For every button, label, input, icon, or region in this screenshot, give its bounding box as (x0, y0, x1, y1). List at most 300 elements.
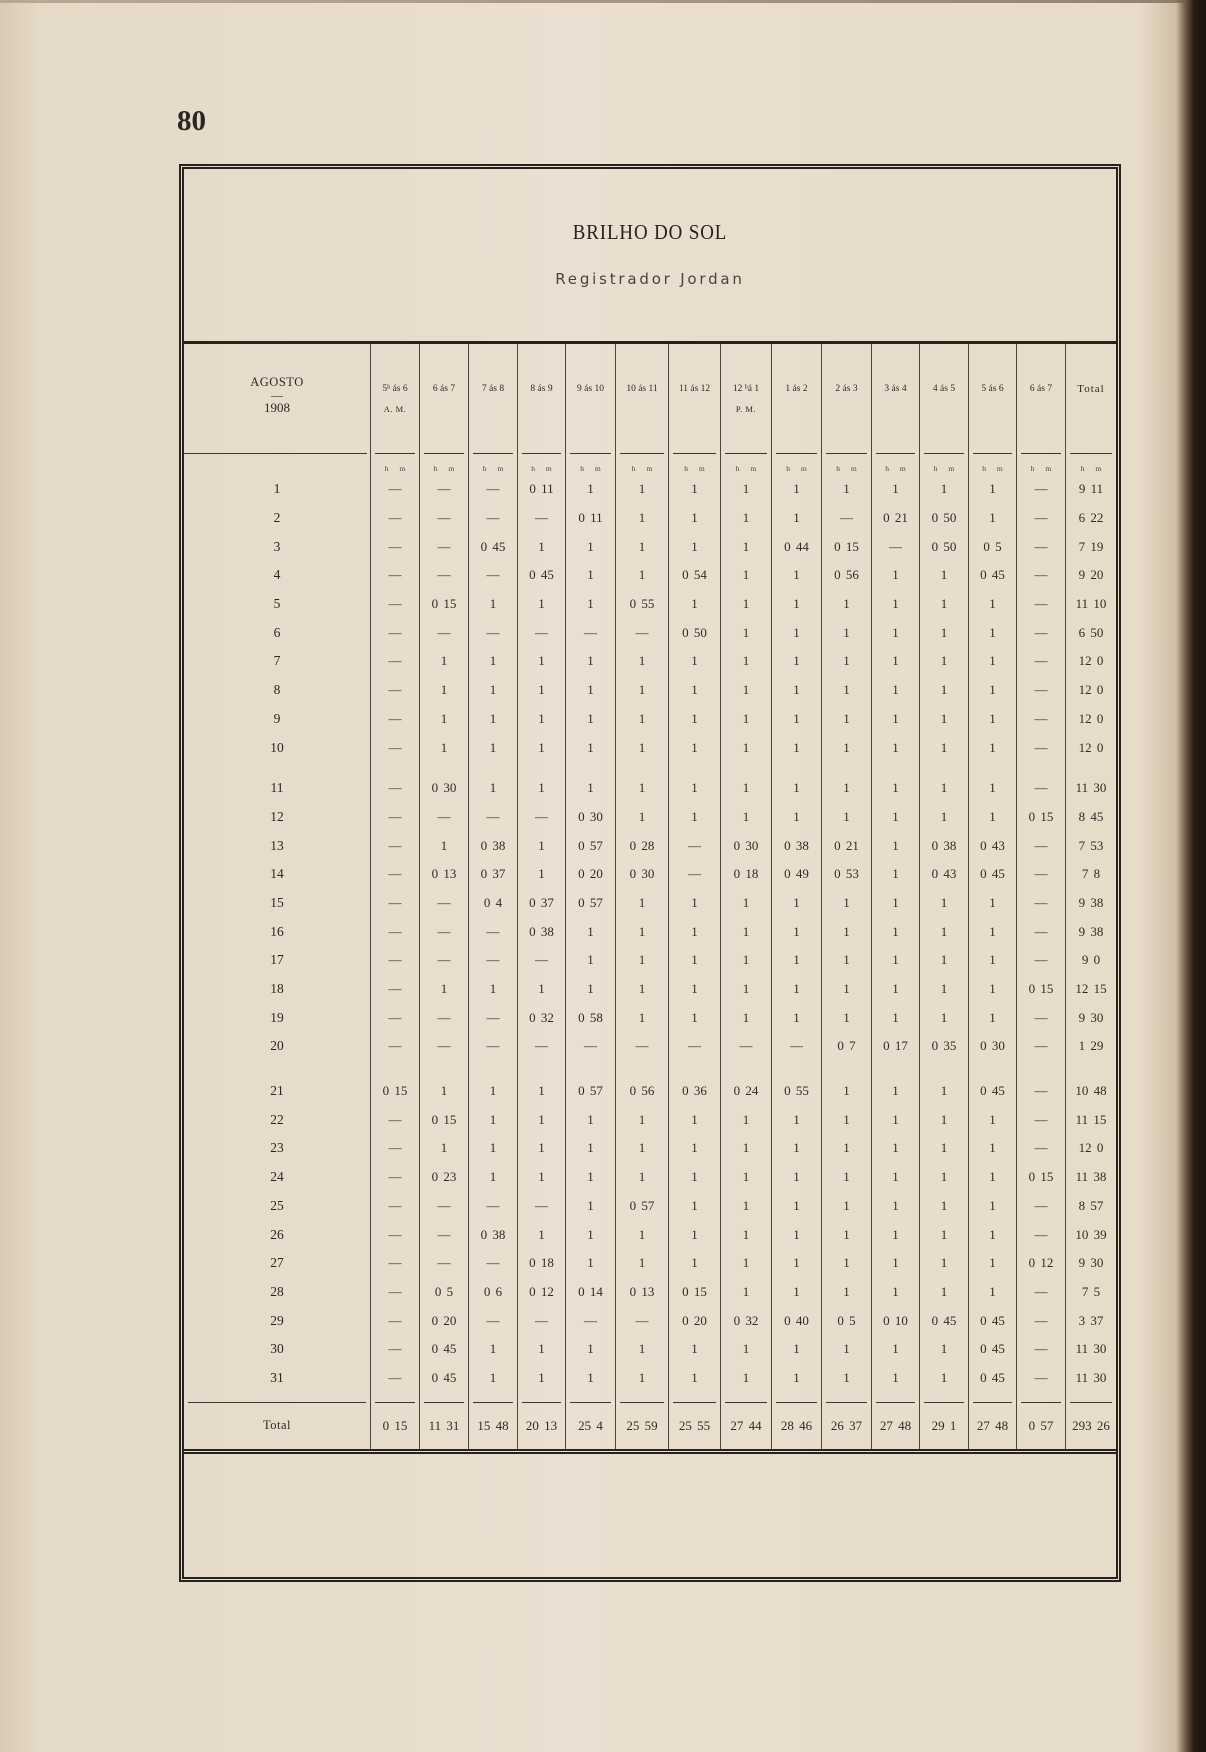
hourly-value-cell: 0 14 (565, 1278, 615, 1307)
hourly-value-cell: 1 (720, 975, 771, 1004)
hourly-value-cell: 1 (720, 1163, 771, 1192)
hourly-value-cell: 1 (668, 1105, 720, 1134)
hourly-value-cell: — (370, 1105, 419, 1134)
hourly-value-cell: 0 30 (565, 803, 615, 832)
page-top-edge (0, 0, 1186, 3)
column-total-cell: 28 46 (771, 1392, 821, 1449)
hourly-value-cell: 1 (720, 1364, 771, 1393)
hourly-value-cell: — (370, 1278, 419, 1307)
hourly-value-cell: 1 (668, 1134, 720, 1163)
hourly-value-cell: 1 (771, 733, 821, 762)
hourly-value-cell: 1 (871, 1220, 919, 1249)
table-header-row (184, 344, 1116, 454)
header-month: AGOSTO (250, 375, 304, 389)
hourly-value-cell: 1 (720, 1220, 771, 1249)
hourly-value-cell: 1 (771, 705, 821, 734)
hourly-value-cell: 1 (720, 733, 771, 762)
unit-label: h m (419, 454, 468, 475)
hourly-value-cell: 1 (919, 1192, 968, 1221)
hourly-value-cell: — (1016, 1306, 1065, 1335)
hourly-value-cell: 0 15 (419, 590, 468, 619)
hourly-value-cell: 1 (821, 946, 871, 975)
hourly-value-cell: 1 (720, 1134, 771, 1163)
hourly-value-cell: 1 (871, 1278, 919, 1307)
hourly-value-cell: — (370, 831, 419, 860)
day-cell: 24 (270, 1169, 284, 1185)
hourly-value-cell: 1 (668, 1249, 720, 1278)
hourly-value-cell: 0 32 (720, 1306, 771, 1335)
table-row (184, 1335, 1116, 1364)
hourly-value-cell: 1 (771, 618, 821, 647)
hourly-value-cell: 1 (468, 1335, 517, 1364)
table-row (184, 1249, 1116, 1278)
hourly-value-cell: 1 (720, 1278, 771, 1307)
hourly-value-cell: 1 (871, 705, 919, 734)
hourly-value-cell: 1 (968, 1163, 1016, 1192)
unit-label: h m (1065, 454, 1116, 475)
hourly-value-cell: 0 5 (419, 1278, 468, 1307)
hourly-value-cell: 1 (615, 532, 668, 561)
hourly-value-cell: 1 (871, 475, 919, 504)
hourly-value-cell: 1 (517, 975, 565, 1004)
column-header (517, 344, 565, 454)
row-total-cell: 8 57 (1065, 1192, 1116, 1221)
hourly-value-cell: 1 (821, 1061, 871, 1106)
hourly-value-cell: 1 (565, 1249, 615, 1278)
hourly-value-cell: 1 (919, 917, 968, 946)
hourly-value-cell: — (468, 1249, 517, 1278)
day-cell: 16 (270, 923, 284, 939)
hourly-value-cell: — (1016, 647, 1065, 676)
hourly-value-cell: 0 38 (919, 831, 968, 860)
hourly-value-cell: 0 15 (419, 1105, 468, 1134)
row-total-cell: 12 0 (1065, 676, 1116, 705)
hourly-value-cell: 1 (565, 946, 615, 975)
hourly-value-cell: 1 (821, 975, 871, 1004)
hourly-value-cell: — (565, 1306, 615, 1335)
hourly-value-cell: 1 (968, 803, 1016, 832)
day-cell: 25 (270, 1197, 284, 1213)
table-body (184, 475, 1116, 1392)
hourly-value-cell: 1 (419, 831, 468, 860)
table-row (184, 860, 1116, 889)
hourly-value-cell: 1 (919, 561, 968, 590)
hourly-value-cell: — (370, 504, 419, 533)
hourly-value-cell: — (1016, 946, 1065, 975)
hourly-value-cell: 1 (517, 705, 565, 734)
row-total-cell: 6 22 (1065, 504, 1116, 533)
table-row (184, 1061, 1116, 1106)
unit-label: h m (771, 454, 821, 475)
hourly-value-cell: 1 (919, 590, 968, 619)
hourly-value-cell: 0 4 (468, 889, 517, 918)
hourly-value-cell: 0 38 (771, 831, 821, 860)
hourly-value-cell: 1 (871, 1134, 919, 1163)
hourly-value-cell: 1 (871, 676, 919, 705)
hourly-value-cell: 1 (871, 1003, 919, 1032)
hourly-value-cell: 1 (919, 1249, 968, 1278)
column-total-cell: 11 31 (419, 1392, 468, 1449)
hourly-value-cell: — (615, 1032, 668, 1061)
column-total-cell: 27 44 (720, 1392, 771, 1449)
day-cell: 17 (270, 952, 284, 968)
hourly-value-cell: 0 30 (615, 860, 668, 889)
hourly-value-cell: 0 21 (871, 504, 919, 533)
day-cell: 31 (270, 1369, 284, 1385)
hourly-value-cell: 1 (565, 676, 615, 705)
blank-footer-area (184, 1454, 1116, 1577)
hourly-value-cell: 1 (871, 831, 919, 860)
hourly-value-cell: 1 (565, 917, 615, 946)
hourly-value-cell: — (517, 618, 565, 647)
hourly-value-cell: 1 (468, 1163, 517, 1192)
hourly-value-cell: — (517, 504, 565, 533)
hourly-value-cell: 0 12 (1016, 1249, 1065, 1278)
column-total-cell: 29 1 (919, 1392, 968, 1449)
hourly-value-cell: 1 (968, 504, 1016, 533)
hourly-value-cell: 1 (821, 1335, 871, 1364)
hourly-value-cell: 1 (517, 590, 565, 619)
hourly-value-cell: 1 (419, 733, 468, 762)
day-cell: 12 (270, 808, 284, 824)
hourly-value-cell: 0 56 (821, 561, 871, 590)
column-header (1016, 344, 1065, 454)
hourly-value-cell: 1 (871, 917, 919, 946)
hourly-value-cell: 1 (871, 1249, 919, 1278)
hourly-value-cell: 1 (668, 1335, 720, 1364)
hourly-value-cell: 1 (668, 532, 720, 561)
day-cell: 29 (270, 1312, 284, 1328)
hourly-value-cell: 1 (771, 889, 821, 918)
hourly-value-cell: — (871, 532, 919, 561)
column-total-cell: 26 37 (821, 1392, 871, 1449)
hourly-value-cell: 1 (517, 1163, 565, 1192)
row-total-cell: 3 37 (1065, 1306, 1116, 1335)
day-cell: 10 (270, 739, 284, 755)
hourly-value-cell: 1 (821, 1220, 871, 1249)
hourly-value-cell: 1 (565, 762, 615, 803)
hourly-value-cell: — (370, 1306, 419, 1335)
column-header (871, 344, 919, 454)
hourly-value-cell: 0 37 (468, 860, 517, 889)
column-total-cell: 20 13 (517, 1392, 565, 1449)
table-row (184, 946, 1116, 975)
table-row (184, 647, 1116, 676)
day-cell: 9 (273, 710, 281, 726)
hourly-value-cell: — (419, 917, 468, 946)
hourly-value-cell: — (370, 1335, 419, 1364)
hourly-value-cell: 0 45 (968, 860, 1016, 889)
hourly-value-cell: 0 5 (821, 1306, 871, 1335)
hourly-value-cell: 1 (771, 946, 821, 975)
hourly-value-cell: 1 (668, 975, 720, 1004)
hourly-value-cell: — (419, 504, 468, 533)
hourly-value-cell: — (1016, 733, 1065, 762)
column-header-period: A. M. (383, 404, 407, 414)
hourly-value-cell: 0 40 (771, 1306, 821, 1335)
hourly-value-cell: — (468, 917, 517, 946)
hourly-value-cell: — (615, 618, 668, 647)
hourly-value-cell: 1 (615, 733, 668, 762)
column-total-cell: 25 55 (668, 1392, 720, 1449)
hourly-value-cell: 1 (615, 1335, 668, 1364)
hourly-value-cell: 1 (468, 705, 517, 734)
hourly-value-cell: — (370, 946, 419, 975)
column-header-label: 5ʰ ás 6 (382, 384, 408, 394)
page-number: 80 (177, 105, 206, 137)
column-header-label: 11 ás 12 (678, 384, 711, 394)
table-row (184, 733, 1116, 762)
hourly-value-cell: — (1016, 705, 1065, 734)
row-total-cell: 12 0 (1065, 1134, 1116, 1163)
hourly-value-cell: 1 (871, 561, 919, 590)
hourly-value-cell: — (1016, 1134, 1065, 1163)
hourly-value-cell: 1 (821, 803, 871, 832)
hourly-value-cell: — (419, 803, 468, 832)
hourly-value-cell: 1 (517, 1134, 565, 1163)
hourly-value-cell: 1 (919, 1134, 968, 1163)
row-total-cell: 7 19 (1065, 532, 1116, 561)
hourly-value-cell: — (370, 618, 419, 647)
unit-label: h m (720, 454, 771, 475)
hourly-value-cell: 1 (771, 504, 821, 533)
hourly-value-cell: — (370, 1163, 419, 1192)
hourly-value-cell: 0 13 (419, 860, 468, 889)
hourly-value-cell: 1 (720, 590, 771, 619)
day-cell: 2 (273, 510, 281, 526)
day-cell: 8 (273, 682, 281, 698)
column-header (668, 344, 720, 454)
hourly-value-cell: 1 (720, 1335, 771, 1364)
hourly-value-cell: 1 (615, 1134, 668, 1163)
unit-label: h m (968, 454, 1016, 475)
hourly-value-cell: — (517, 1192, 565, 1221)
hourly-value-cell: 0 56 (615, 1061, 668, 1106)
table-row (184, 1163, 1116, 1192)
hourly-value-cell: — (419, 1032, 468, 1061)
day-cell: 15 (270, 894, 284, 910)
hourly-value-cell: 0 30 (419, 762, 468, 803)
hourly-value-cell: — (370, 733, 419, 762)
row-total-cell: 9 38 (1065, 889, 1116, 918)
hourly-value-cell: 1 (468, 590, 517, 619)
hourly-value-cell: 1 (668, 705, 720, 734)
hourly-value-cell: — (370, 1364, 419, 1393)
hourly-value-cell: — (370, 803, 419, 832)
hourly-value-cell: 0 10 (871, 1306, 919, 1335)
hourly-value-cell: — (668, 1032, 720, 1061)
table-row (184, 1192, 1116, 1221)
hourly-value-cell: 0 58 (565, 1003, 615, 1032)
hourly-value-cell: — (419, 561, 468, 590)
hourly-value-cell: 1 (871, 647, 919, 676)
hourly-value-cell: 1 (668, 676, 720, 705)
hourly-value-cell: 0 23 (419, 1163, 468, 1192)
hourly-value-cell: 1 (419, 975, 468, 1004)
row-total-cell: 10 48 (1065, 1061, 1116, 1106)
hourly-value-cell: 1 (821, 618, 871, 647)
hourly-value-cell: — (1016, 1364, 1065, 1393)
hourly-value-cell: — (468, 504, 517, 533)
hourly-value-cell: 1 (968, 618, 1016, 647)
hourly-value-cell: 1 (919, 946, 968, 975)
hourly-value-cell: 1 (565, 705, 615, 734)
hourly-value-cell: 1 (419, 705, 468, 734)
hourly-value-cell: — (419, 532, 468, 561)
hourly-value-cell: 1 (821, 1192, 871, 1221)
column-total-cell: 0 57 (1016, 1392, 1065, 1449)
column-total-cell: 15 48 (468, 1392, 517, 1449)
unit-label: h m (1016, 454, 1065, 475)
hourly-value-cell: — (370, 1192, 419, 1221)
table-row (184, 1003, 1116, 1032)
column-total-cell: 27 48 (871, 1392, 919, 1449)
hourly-value-cell: 1 (919, 618, 968, 647)
hourly-value-cell: — (668, 860, 720, 889)
column-header-label: 12 ʰá 1 (732, 384, 760, 394)
hourly-value-cell: — (370, 561, 419, 590)
hourly-value-cell: 1 (668, 733, 720, 762)
hourly-value-cell: 0 37 (517, 889, 565, 918)
hourly-value-cell: 1 (821, 1105, 871, 1134)
hourly-value-cell: 1 (919, 1163, 968, 1192)
hourly-value-cell: 0 45 (419, 1335, 468, 1364)
hourly-value-cell: — (565, 618, 615, 647)
hourly-value-cell: — (517, 946, 565, 975)
hourly-value-cell: 1 (668, 1163, 720, 1192)
hourly-value-cell: — (370, 860, 419, 889)
hourly-value-cell: — (370, 590, 419, 619)
header-month-rule: — (271, 388, 283, 402)
hourly-value-cell: 0 49 (771, 860, 821, 889)
hourly-value-cell: 1 (615, 803, 668, 832)
hourly-value-cell: 1 (821, 889, 871, 918)
column-header (370, 344, 419, 454)
table-row (184, 762, 1116, 803)
hourly-value-cell: 1 (720, 475, 771, 504)
column-header (1065, 344, 1116, 454)
row-total-cell: 10 39 (1065, 1220, 1116, 1249)
hourly-value-cell: 1 (720, 917, 771, 946)
row-total-cell: 11 15 (1065, 1105, 1116, 1134)
hourly-value-cell: — (1016, 618, 1065, 647)
hourly-value-cell: 1 (968, 733, 1016, 762)
column-header (968, 344, 1016, 454)
hourly-value-cell: 1 (771, 561, 821, 590)
hourly-value-cell: — (1016, 676, 1065, 705)
hourly-value-cell: 0 38 (468, 831, 517, 860)
hourly-value-cell: 1 (919, 889, 968, 918)
hourly-value-cell: 1 (668, 889, 720, 918)
hourly-value-cell: — (370, 1003, 419, 1032)
day-cell: 19 (270, 1009, 284, 1025)
hourly-value-cell: 1 (968, 1105, 1016, 1134)
hourly-value-cell: — (1016, 1278, 1065, 1307)
hourly-value-cell: 1 (871, 1335, 919, 1364)
hourly-value-cell: 0 15 (1016, 975, 1065, 1004)
hourly-value-cell: 1 (968, 1220, 1016, 1249)
column-header (615, 344, 668, 454)
total-label: Total (184, 1392, 370, 1449)
day-cell: 11 (270, 780, 284, 796)
hourly-value-cell: 1 (919, 1061, 968, 1106)
table-title: BRILHO DO SOL (572, 220, 728, 244)
column-header-period: P. M. (735, 404, 757, 414)
hourly-value-cell: 1 (517, 1220, 565, 1249)
hourly-value-cell: 1 (468, 1364, 517, 1393)
hourly-value-cell: 1 (821, 762, 871, 803)
hourly-value-cell: 1 (919, 676, 968, 705)
hourly-value-cell: 1 (668, 1364, 720, 1393)
hourly-value-cell: 1 (771, 590, 821, 619)
hourly-value-cell: 0 21 (821, 831, 871, 860)
hourly-value-cell: — (517, 1306, 565, 1335)
hourly-value-cell: 1 (871, 1192, 919, 1221)
hourly-value-cell: — (615, 1306, 668, 1335)
table-row (184, 1032, 1116, 1061)
hourly-value-cell: 0 30 (968, 1032, 1016, 1061)
hourly-value-cell: 0 45 (968, 1061, 1016, 1106)
hourly-value-cell: 1 (720, 762, 771, 803)
hourly-value-cell: 1 (771, 917, 821, 946)
hourly-value-cell: 0 15 (821, 532, 871, 561)
hourly-value-cell: 1 (565, 1364, 615, 1393)
hourly-value-cell: 1 (919, 705, 968, 734)
hourly-value-cell: 0 11 (565, 504, 615, 533)
day-cell: 14 (270, 866, 284, 882)
column-total-cell: 27 48 (968, 1392, 1016, 1449)
hourly-value-cell: — (370, 676, 419, 705)
hourly-value-cell: — (1016, 1032, 1065, 1061)
table-subtitle: Registrador Jordan (555, 270, 745, 288)
hourly-value-cell: 0 24 (720, 1061, 771, 1106)
hourly-value-cell: — (1016, 1061, 1065, 1106)
hourly-value-cell: 1 (468, 1134, 517, 1163)
column-total-cell: 25 59 (615, 1392, 668, 1449)
hourly-value-cell: 1 (517, 1105, 565, 1134)
hourly-value-cell: — (468, 1003, 517, 1032)
hourly-value-cell: — (517, 803, 565, 832)
row-total-cell: 8 45 (1065, 803, 1116, 832)
hourly-value-cell: 1 (720, 946, 771, 975)
table-frame (179, 164, 1121, 1582)
hourly-value-cell: 0 15 (1016, 1163, 1065, 1192)
header-year: 1908 (264, 400, 290, 415)
hourly-value-cell: 1 (821, 475, 871, 504)
hourly-value-cell: 0 13 (615, 1278, 668, 1307)
hourly-value-cell: 0 28 (615, 831, 668, 860)
hourly-value-cell: — (468, 1032, 517, 1061)
table-row (184, 1105, 1116, 1134)
hourly-value-cell: 1 (720, 532, 771, 561)
table-row (184, 1278, 1116, 1307)
hourly-value-cell: 1 (517, 1335, 565, 1364)
hourly-value-cell: 0 45 (517, 561, 565, 590)
hourly-value-cell: 1 (419, 1061, 468, 1106)
hourly-value-cell: — (1016, 561, 1065, 590)
hourly-value-cell: — (370, 1032, 419, 1061)
hourly-value-cell: — (370, 889, 419, 918)
hourly-value-cell: 0 20 (565, 860, 615, 889)
hourly-value-cell: 0 50 (919, 504, 968, 533)
hourly-value-cell: 1 (468, 762, 517, 803)
hourly-value-cell: 1 (919, 475, 968, 504)
hourly-value-cell: 0 45 (468, 532, 517, 561)
hourly-value-cell: — (468, 1306, 517, 1335)
hourly-value-cell: — (468, 475, 517, 504)
hourly-value-cell: 1 (771, 1163, 821, 1192)
day-cell: 3 (273, 538, 281, 554)
